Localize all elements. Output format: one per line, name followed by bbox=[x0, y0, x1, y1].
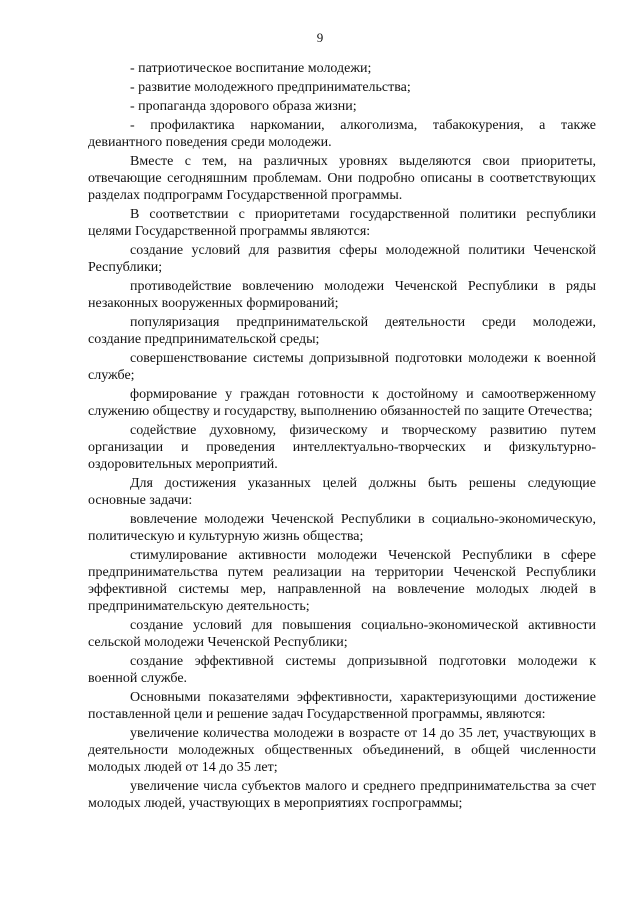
paragraph: Основными показателями эффективности, характеризующими достижение поставленной цели и решение задач Государственной программы, являются: bbox=[88, 690, 596, 722]
paragraph: увеличение числа субъектов малого и среднего предпринимательства за счет молодых людей, участвующих в мероприятиях госпрограммы; bbox=[88, 779, 596, 811]
paragraph: создание условий для повышения социально-экономической активности сельской молодежи Чеченской Республики; bbox=[88, 618, 596, 650]
paragraph: создание условий для развития сферы молодежной политики Чеченской Республики; bbox=[88, 243, 596, 275]
paragraph: популяризация предпринимательской деятельности среди молодежи, создание предпринимательской среды; bbox=[88, 315, 596, 347]
paragraph: противодействие вовлечению молодежи Чеченской Республики в ряды незаконных вооруженных формирований; bbox=[88, 279, 596, 311]
paragraph: содействие духовному, физическому и творческому развитию путем организации и проведения интеллектуально-творческих и физкультурно-оздоровительных мероприятий. bbox=[88, 423, 596, 472]
document-body bbox=[88, 60, 596, 814]
paragraph: - патриотическое воспитание молодежи; bbox=[130, 61, 372, 76]
paragraph: - развитие молодежного предпринимательства; bbox=[130, 80, 411, 95]
paragraph: увеличение количества молодежи в возрасте от 14 до 35 лет, участвующих в деятельности молодежных общественных объединений, в общей численности молодых людей от 14 до 35 лет; bbox=[88, 726, 596, 775]
paragraph: формирование у граждан готовности к достойному и самоотверженному служению обществу и государству, выполнению обязанностей по защите Отечества; bbox=[88, 387, 596, 419]
paragraph: стимулирование активности молодежи Чеченской Республики в сфере предпринимательства путем реализации на территории Чеченской Республики эффективной системы мер, направленной на вовлечение молодых людей в предпринимательскую деятельность; bbox=[88, 548, 596, 614]
paragraph: создание эффективной системы допризывной подготовки молодежи к военной службе. bbox=[88, 654, 596, 686]
page-number: 9 bbox=[316, 30, 324, 45]
paragraph: Вместе с тем, на различных уровнях выделяются свои приоритеты, отвечающие сегодняшним проблемам. Они подробно описаны в соответствующих разделах подпрограмм Государственной программы. bbox=[88, 154, 596, 203]
paragraph: Для достижения указанных целей должны быть решены следующие основные задачи: bbox=[88, 476, 596, 508]
paragraph: - пропаганда здорового образа жизни; bbox=[130, 99, 357, 114]
paragraph: совершенствование системы допризывной подготовки молодежи к военной службе; bbox=[88, 351, 596, 383]
paragraph: - профилактика наркомании, алкоголизма, табакокурения, а также девиантного поведения среди молодежи. bbox=[88, 118, 596, 150]
paragraph: вовлечение молодежи Чеченской Республики в социально-экономическую, политическую и культурную жизнь общества; bbox=[88, 512, 596, 544]
paragraph: В соответствии с приоритетами государственной политики республики целями Государственной программы являются: bbox=[88, 207, 596, 239]
